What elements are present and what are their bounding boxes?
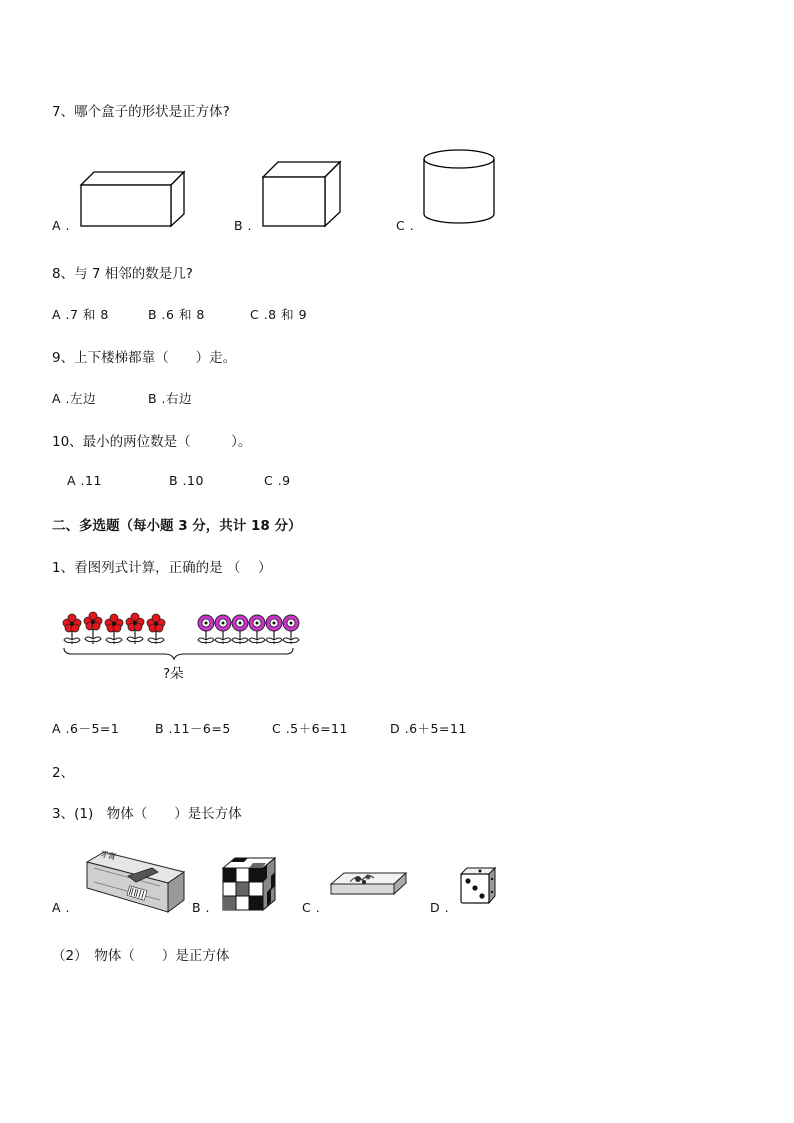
magenta-flower-icon xyxy=(249,615,265,644)
matchbox-figure xyxy=(328,870,408,912)
q9-stem: 9、上下楼梯都靠（ ）走。 xyxy=(52,350,237,366)
q7-option-c-label[interactable]: C . xyxy=(396,218,415,233)
brace-label: ?朵 xyxy=(163,666,184,682)
red-flower-icon xyxy=(84,612,102,644)
q10-option-b[interactable]: B .10 xyxy=(169,473,204,488)
m3-option-a-label[interactable]: A . xyxy=(52,900,70,915)
cylinder-figure xyxy=(422,148,496,228)
flowers-figure xyxy=(60,610,300,660)
magenta-flower-icon xyxy=(266,615,282,644)
m1-option-c[interactable]: C .5＋6=11 xyxy=(272,721,348,736)
magenta-flower-icon xyxy=(283,615,299,644)
q10-stem: 10、最小的两位数是（ ）。 xyxy=(52,434,252,450)
m3-stem: 3、(1) 物体（ ）是长方体 xyxy=(52,806,242,822)
q8-option-a[interactable]: A .7 和 8 xyxy=(52,307,109,322)
cuboid-figure xyxy=(80,170,190,230)
red-flower-icon xyxy=(63,614,81,644)
q9-option-a[interactable]: A .左边 xyxy=(52,391,96,406)
brace xyxy=(64,648,293,659)
q8-option-b[interactable]: B .6 和 8 xyxy=(148,307,205,322)
m3b-stem: （2） 物体（ ）是正方体 xyxy=(52,948,230,964)
red-flower-icon xyxy=(126,613,144,644)
magenta-flower-icon xyxy=(198,615,214,644)
q10-option-c[interactable]: C .9 xyxy=(264,473,291,488)
section-title: 二、多选题（每小题 3 分，共计 18 分） xyxy=(52,518,302,534)
q8-option-c[interactable]: C .8 和 9 xyxy=(250,307,308,322)
red-flower-icon xyxy=(105,614,123,644)
m3-option-d-label[interactable]: D . xyxy=(430,900,450,915)
magenta-flower-group xyxy=(198,615,299,644)
m1-option-b[interactable]: B .11－6=5 xyxy=(155,721,231,736)
magenta-flower-icon xyxy=(232,615,248,644)
magenta-flower-icon xyxy=(215,615,231,644)
toothpaste-box-figure xyxy=(84,850,186,914)
q7-option-b-label[interactable]: B . xyxy=(234,218,253,233)
toothpaste-box-text: 牙膏 xyxy=(99,849,117,862)
q7-option-a-label[interactable]: A . xyxy=(52,218,70,233)
m1-option-a[interactable]: A .6－5=1 xyxy=(52,721,120,736)
q10-option-a[interactable]: A .11 xyxy=(67,473,102,488)
q9-option-b[interactable]: B .右边 xyxy=(148,391,193,406)
dice-figure xyxy=(458,866,498,906)
cube-figure xyxy=(262,160,342,230)
rubiks-cube-figure xyxy=(219,856,279,912)
m1-stem: 1、看图列式计算，正确的是 （ ） xyxy=(52,560,272,576)
m2-stem: 2、 xyxy=(52,765,75,781)
red-flower-group xyxy=(63,612,165,644)
m3-option-b-label[interactable]: B . xyxy=(192,900,211,915)
m1-option-d[interactable]: D .6＋5=11 xyxy=(390,721,467,736)
q7-stem: 7、哪个盒子的形状是正方体? xyxy=(52,104,230,120)
m3-option-c-label[interactable]: C . xyxy=(302,900,321,915)
q8-stem: 8、与 7 相邻的数是几? xyxy=(52,266,193,282)
red-flower-icon xyxy=(147,614,165,644)
